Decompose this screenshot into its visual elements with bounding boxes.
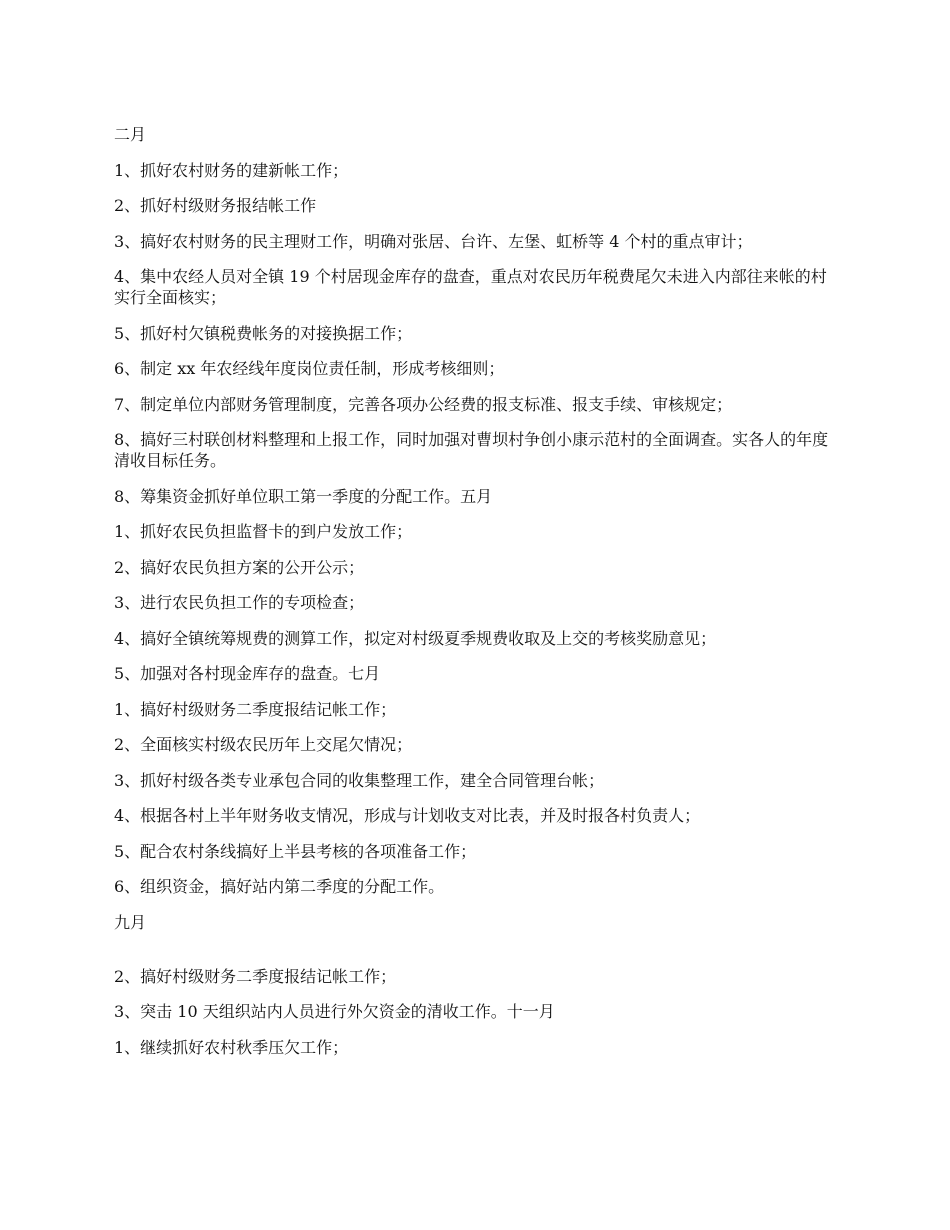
paragraph: 5、加强对各村现金库存的盘查。七月	[114, 664, 381, 683]
paragraph: 4、集中农经人员对全镇 19 个村居现金库存的盘查，重点对农民历年税费尾欠未进入内部往来帐的村实行全面核实；	[114, 267, 827, 307]
document-body	[114, 124, 834, 1072]
paragraph: 8、搞好三村联创材料整理和上报工作，同时加强对曹坝村争创小康示范村的全面调查。实各人的年度清收目标任务。	[114, 430, 829, 470]
paragraph: 3、搞好农村财务的民主理财工作，明确对张居、台许、左堡、虹桥等 4 个村的重点审计；	[114, 231, 753, 251]
section-heading-september: 九月	[114, 912, 147, 932]
paragraph: 2、抓好村级财务报结帐工作	[114, 196, 317, 215]
paragraph: 1、搞好村级财务二季度报结记帐工作；	[114, 699, 397, 719]
section-heading-february: 二月	[114, 125, 147, 144]
paragraph: 6、组织资金，搞好站内第二季度的分配工作。	[114, 877, 445, 896]
paragraph: 6、制定 xx 年农经线年度岗位责任制，形成考核细则；	[114, 359, 505, 378]
paragraph: 2、搞好农民负担方案的公开公示；	[114, 557, 365, 577]
paragraph: 5、配合农村条线搞好上半县考核的各项准备工作；	[114, 841, 477, 861]
paragraph: 5、抓好村欠镇税费帐务的对接换据工作；	[114, 323, 413, 343]
paragraph: 4、根据各村上半年财务收支情况，形成与计划收支对比表，并及时报各村负责人；	[114, 806, 701, 825]
paragraph: 4、搞好全镇统筹规费的测算工作，拟定对村级夏季规费收取及上交的考核奖励意见；	[114, 628, 717, 648]
paragraph: 2、全面核实村级农民历年上交尾欠情况；	[114, 735, 413, 754]
paragraph: 7、制定单位内部财务管理制度，完善各项办公经费的报支标准、报支手续、审核规定；	[114, 394, 733, 414]
paragraph: 3、进行农民负担工作的专项检查；	[114, 593, 365, 612]
paragraph: 1、抓好农民负担监督卡的到户发放工作；	[114, 522, 413, 541]
paragraph: 2、搞好村级财务二季度报结记帐工作；	[114, 966, 397, 986]
paragraph: 8、筹集资金抓好单位职工第一季度的分配工作。五月	[114, 486, 493, 506]
paragraph: 3、抓好村级各类专业承包合同的收集整理工作，建全合同管理台帐；	[114, 770, 605, 790]
paragraph: 3、突击 10 天组织站内人员进行外欠资金的清收工作。十一月	[114, 1002, 555, 1021]
paragraph: 1、继续抓好农村秋季压欠工作；	[114, 1037, 349, 1057]
paragraph: 1、抓好农村财务的建新帐工作；	[114, 160, 349, 180]
